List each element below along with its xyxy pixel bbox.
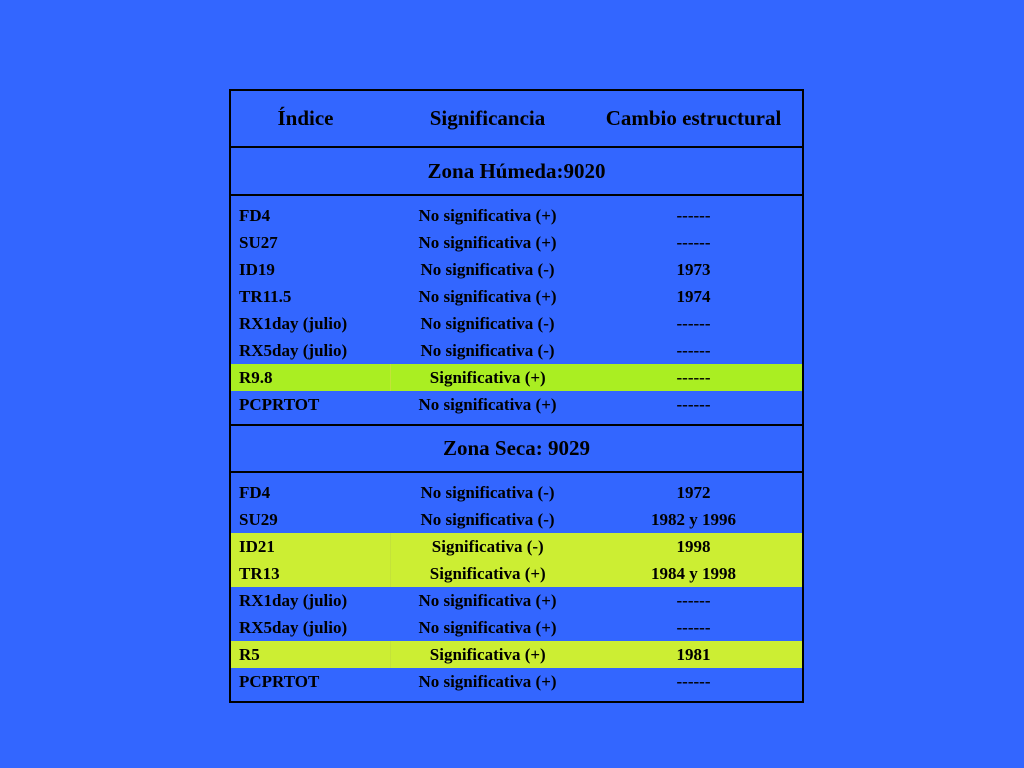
- cell-cambio-estructural: ------: [676, 617, 711, 637]
- table-row: [230, 506, 803, 533]
- zone-header-row: [230, 425, 803, 472]
- cell-indice: R9.8: [230, 364, 390, 391]
- cell-cambio-estructural: ------: [676, 590, 711, 610]
- cell-indice: ID19: [239, 259, 275, 279]
- table-row: [230, 533, 803, 560]
- table-header: [230, 90, 803, 147]
- header-cambio-estructural: Cambio estructural: [585, 90, 803, 147]
- table-row: [230, 310, 803, 337]
- cell-significancia: No significativa (+): [418, 286, 557, 306]
- cell-cambio-estructural: 1982 y 1996: [651, 509, 736, 529]
- cell-cambio-estructural: 1981: [585, 641, 803, 668]
- cell-significancia: No significativa (+): [418, 590, 557, 610]
- spacer-cell: [230, 418, 803, 425]
- header-significancia: Significancia: [390, 90, 585, 147]
- cell-indice: RX5day (julio): [239, 340, 348, 360]
- cell-significancia: Significativa (+): [390, 641, 585, 668]
- table-row: [230, 337, 803, 364]
- cell-significancia: No significativa (-): [420, 482, 555, 502]
- spacer-row: [230, 695, 803, 702]
- spacer-cell: [230, 195, 803, 202]
- cell-indice: TR13: [230, 560, 390, 587]
- header-indice: Índice: [230, 90, 390, 147]
- cell-cambio-estructural: 1972: [676, 482, 711, 502]
- header-row: [230, 90, 803, 147]
- cell-indice: PCPRTOT: [239, 671, 320, 691]
- cell-significancia: No significativa (+): [418, 671, 557, 691]
- cell-significancia: Significativa (+): [390, 560, 585, 587]
- zone-header-row: [230, 147, 803, 195]
- cell-significancia: No significativa (-): [420, 313, 555, 333]
- table-row: [230, 364, 803, 391]
- table-row: [230, 668, 803, 695]
- spacer-cell: [230, 695, 803, 702]
- table-row: [230, 560, 803, 587]
- cell-significancia: No significativa (+): [418, 205, 557, 225]
- cell-significancia: No significativa (+): [418, 232, 557, 252]
- cell-significancia: No significativa (-): [420, 340, 555, 360]
- cell-indice: TR11.5: [239, 286, 292, 306]
- cell-significancia: No significativa (-): [420, 259, 555, 279]
- cell-cambio-estructural: ------: [676, 394, 711, 414]
- cell-indice: PCPRTOT: [239, 394, 320, 414]
- cell-indice: R5: [230, 641, 390, 668]
- cell-significancia: No significativa (+): [418, 617, 557, 637]
- cell-indice: FD4: [239, 482, 271, 502]
- cell-indice: RX5day (julio): [239, 617, 348, 637]
- table-body: [230, 147, 803, 702]
- cell-significancia: Significativa (-): [390, 533, 585, 560]
- cell-significancia: Significativa (+): [390, 364, 585, 391]
- spacer-row: [230, 418, 803, 425]
- table-row: [230, 256, 803, 283]
- table-row: [230, 587, 803, 614]
- spacer-row: [230, 195, 803, 202]
- cell-cambio-estructural: 1973: [676, 259, 711, 279]
- table-row: [230, 391, 803, 418]
- cell-indice: SU29: [239, 509, 278, 529]
- cell-indice: RX1day (julio): [239, 590, 348, 610]
- cell-cambio-estructural: ------: [676, 232, 711, 252]
- spacer-row: [230, 472, 803, 479]
- spacer-cell: [230, 472, 803, 479]
- cell-indice: RX1day (julio): [239, 313, 348, 333]
- table-row: [230, 479, 803, 506]
- cell-significancia: No significativa (-): [420, 509, 555, 529]
- table-row: [230, 614, 803, 641]
- results-table: [229, 89, 804, 703]
- cell-cambio-estructural: 1974: [676, 286, 711, 306]
- cell-cambio-estructural: ------: [676, 671, 711, 691]
- table-row: [230, 283, 803, 310]
- table-row: [230, 229, 803, 256]
- cell-indice: ID21: [230, 533, 390, 560]
- cell-cambio-estructural: ------: [585, 364, 803, 391]
- cell-cambio-estructural: ------: [676, 205, 711, 225]
- cell-cambio-estructural: ------: [676, 340, 711, 360]
- cell-indice: SU27: [239, 232, 278, 252]
- cell-cambio-estructural: ------: [676, 313, 711, 333]
- cell-cambio-estructural: 1998: [585, 533, 803, 560]
- cell-indice: FD4: [239, 205, 271, 225]
- table-row: [230, 641, 803, 668]
- zone-title: Zona Húmeda:9020: [230, 147, 803, 195]
- cell-cambio-estructural: 1984 y 1998: [585, 560, 803, 587]
- table-row: [230, 202, 803, 229]
- zone-title: Zona Seca: 9029: [230, 425, 803, 472]
- cell-significancia: No significativa (+): [418, 394, 557, 414]
